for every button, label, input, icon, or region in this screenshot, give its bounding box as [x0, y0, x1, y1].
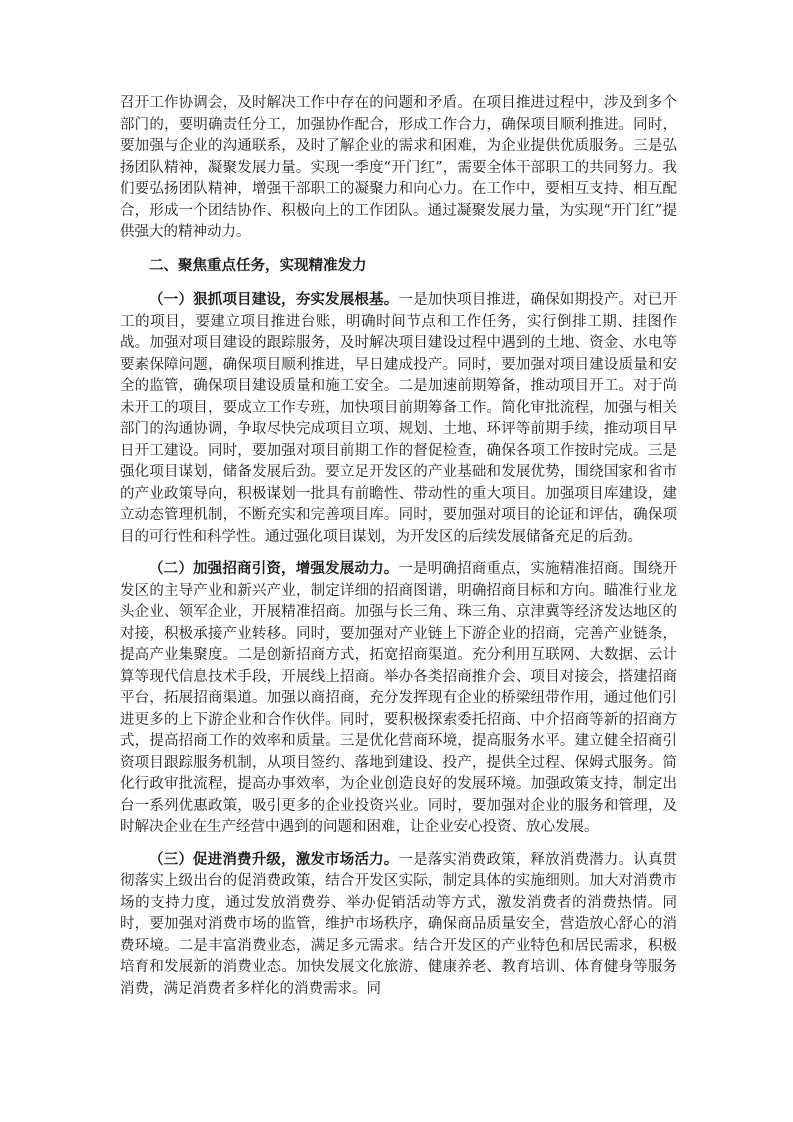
- intro-paragraph: 召开工作协调会，及时解决工作中存在的问题和矛盾。在项目推进过程中，涉及到多个部门的，要明确责任分工，加强协作配合，形成工作合力，确保项目顺利推进。同时，要加强与企业的沟通联系，及时了解企业的需求和困难，为企业提供优质服务。三是弘扬团队精神，凝聚发展力量。实现一季度“开门红”，需要全体干部职工的共同努力。我们要弘扬团队精神，增强干部职工的凝聚力和向心力。在工作中，要相互支持、相互配合，形成一个团结协作、积极向上的工作团队。通过凝聚发展力量，为实现“开门红”提供强大的精神动力。: [120, 95, 677, 240]
- subsection-consumption-upgrade: [120, 850, 677, 1001]
- document-body: [120, 93, 677, 1000]
- subsection-investment-attraction: [120, 559, 677, 839]
- section-heading: 二、聚焦重点任务，实现精准发力: [149, 257, 367, 274]
- subsection-project-construction: [120, 290, 677, 548]
- subsection-body: 一是明确招商重点，实施精准招商。围绕开发区的主导产业和新兴产业，制定详细的招商图谱，明确招商目标和方向。瞄准行业龙头企业、领军企业，开展精准招商。加强与长三角、珠三角、京津冀等经济发达地区的对接，积极承接产业转移。同时，要加强对产业链上下游企业的招商，完善产业链条，提高产业集聚度。二是创新招商方式，拓宽招商渠道。充分利用互联网、大数据、云计算等现代信息技术手段，开展线上招商。举办各类招商推介会、项目对接会，搭建招商平台，拓展招商渠道。加强以商招商，充分发挥现有企业的桥梁纽带作用，通过他们引进更多的上下游企业和合作伙伴。同时，要积极探索委托招商、中介招商等新的招商方式，提高招商工作的效率和质量。三是优化营商环境，提高服务水平。建立健全招商引资项目跟踪服务机制，从项目签约、落地到建设、投产，提供全过程、保姆式服务。简化行政审批流程，提高办事效率，为企业创造良好的发展环境。加强政策支持，制定出台一系列优惠政策，吸引更多的企业投资兴业。同时，要加强对企业的服务和管理，及时解决企业在生产经营中遇到的问题和困难，让企业安心投资、放心发展。: [120, 561, 678, 835]
- subsection-lead: （一）狠抓项目建设，夯实发展根基。: [149, 292, 399, 308]
- subsection-body: 一是落实消费政策，释放消费潜力。认真贯彻落实上级出台的促消费政策，结合开发区实际，制定具体的实施细则。加大对消费市场的支持力度，通过发放消费券、举办促销活动等方式，激发消费者的消费热情。同时，要加强对消费市场的监管，维护市场秩序，确保商品质量安全，营造放心舒心的消费环境。二是丰富消费业态，满足多元需求。结合开发区的产业特色和居民需求，积极培育和发展新的消费业态。加快发展文化旅游、健康养老、教育培训、体育健身等服务消费，满足消费者多样化的消费需求。同: [120, 851, 678, 997]
- subsection-lead: （三）促进消费升级，激发市场活力。: [149, 851, 399, 868]
- subsection-body: 一是加快项目推进，确保如期投产。对已开工的项目，要建立项目推进台账，明确时间节点和工作任务，实行倒排工期、挂图作战。加强对项目建设的跟踪服务，及时解决项目建设过程中遇到的土地、资金、水电等要素保障问题，确保项目顺利推进，早日建成投产。同时，要加强对项目建设质量和安全的监管，确保项目建设质量和施工安全。二是加速前期筹备，推动项目开工。对于尚未开工的项目，要成立工作专班，加快项目前期筹备工作。简化审批流程，加强与相关部门的沟通协调，争取尽快完成项目立项、规划、土地、环评等前期手续，推动项目早日开工建设。同时，要加强对项目前期工作的督促检查，确保各项工作按时完成。三是强化项目谋划，储备发展后劲。要立足开发区的产业基础和发展优势，围绕国家和省市的产业政策导向，积极谋划一批具有前瞻性、带动性的重大项目。加强项目库建设，建立动态管理机制，不断充实和完善项目库。同时，要加强对项目的论证和评估，确保项目的可行性和科学性。通过强化项目谋划，为开发区的后续发展储备充足的后劲。: [120, 292, 678, 545]
- subsection-lead: （二）加强招商引资，增强发展动力。: [149, 561, 399, 577]
